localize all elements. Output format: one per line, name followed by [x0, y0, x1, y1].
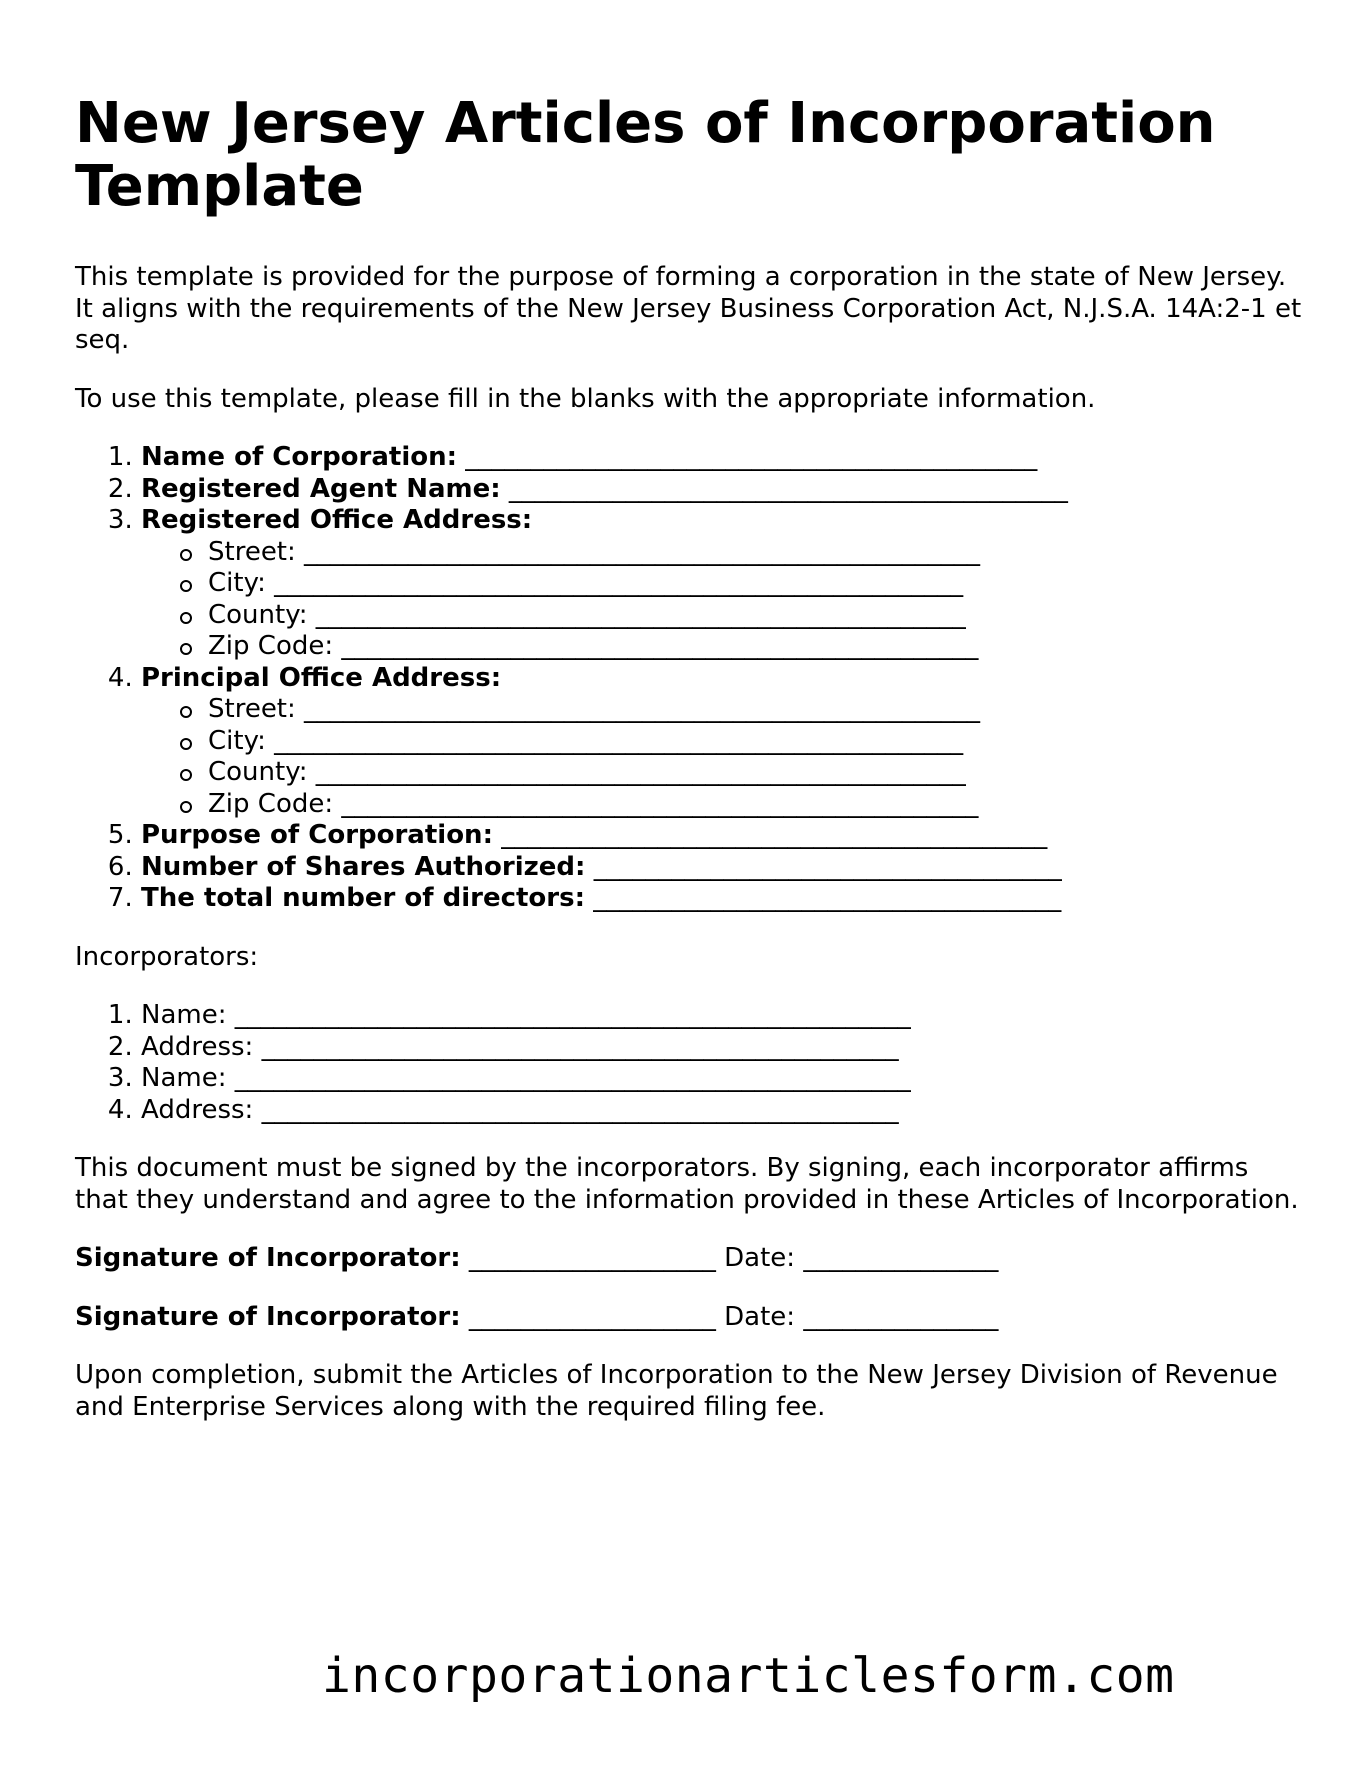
principal-city-blank[interactable]: _____________________________________________________ — [274, 725, 964, 756]
incorporator-label: Name: — [141, 1000, 227, 1030]
registered-street-blank[interactable]: ____________________________________________________ — [304, 536, 981, 567]
sub-label: Zip Code: — [208, 631, 334, 661]
registered-county-blank[interactable]: __________________________________________________ — [315, 599, 966, 630]
directors-blank[interactable]: ____________________________________ — [593, 883, 1062, 913]
sub-label: Street: — [208, 536, 296, 567]
principal-office-street — [208, 694, 1305, 726]
principal-county-blank[interactable]: __________________________________________________ — [315, 757, 966, 787]
submission-note: Upon completion, submit the Articles of Incorporation to the New Jersey Division of Revenue and Enterprise Services along with the required filing fee. — [75, 1360, 1278, 1422]
field-registered-agent-name — [141, 474, 1305, 506]
date-blank[interactable]: _______________ — [803, 1301, 999, 1332]
field-label: Purpose of Corporation: — [141, 820, 493, 850]
principal-office-zip — [208, 789, 1305, 821]
field-purpose — [141, 820, 1305, 852]
date-label: Date: — [724, 1243, 796, 1273]
incorporator-blank[interactable]: ____________________________________________________ — [234, 1000, 911, 1030]
registered-office-zip — [208, 631, 1305, 663]
registered-city-blank[interactable]: _____________________________________________________ — [274, 568, 964, 598]
sub-label: Zip Code: — [208, 788, 334, 819]
incorporators-heading: Incorporators: — [75, 941, 259, 972]
instruction-paragraph: To use this template, please fill in the blanks with the appropriate information. — [75, 383, 1096, 414]
signature-line — [75, 1302, 1305, 1334]
field-shares — [141, 852, 1305, 884]
field-name-of-corporation — [141, 442, 1305, 474]
incorporator-item — [141, 1032, 1305, 1064]
date-blank[interactable]: _______________ — [803, 1243, 999, 1273]
incorporator-item — [141, 1000, 1305, 1032]
site-watermark: incorporationarticlesform.com — [322, 1648, 1175, 1704]
field-principal-office-address — [141, 663, 1305, 821]
sub-label: City: — [208, 725, 266, 756]
principal-office-sublist — [141, 694, 1305, 820]
signature-line — [75, 1243, 1305, 1275]
page-title: New Jersey Articles of Incorporation Template — [75, 91, 1216, 219]
registered-office-county — [208, 600, 1305, 632]
incorporator-blank[interactable]: _________________________________________________ — [261, 1031, 899, 1062]
purpose-blank[interactable]: __________________________________________ — [501, 820, 1048, 850]
sub-label: County: — [208, 599, 308, 630]
sub-label: County: — [208, 757, 308, 787]
signature-blank[interactable]: ___________________ — [468, 1301, 716, 1332]
incorporator-item — [141, 1063, 1305, 1095]
document-page — [75, 92, 1305, 1423]
principal-zip-blank[interactable]: _________________________________________________ — [341, 788, 979, 819]
field-label: Registered Agent Name: — [141, 473, 501, 504]
signature-blank[interactable]: ___________________ — [468, 1243, 716, 1273]
incorporator-label: Address: — [141, 1031, 254, 1062]
sub-label: City: — [208, 568, 266, 598]
field-label: Registered Office Address: — [141, 505, 533, 535]
incorporator-blank[interactable]: ____________________________________________________ — [234, 1063, 911, 1093]
date-label: Date: — [724, 1301, 796, 1332]
signing-note: This document must be signed by the incorporators. By signing, each incorporator affirms that they understand and agree to the information provided in these Articles of Incorporation. — [75, 1153, 1299, 1215]
registered-office-street — [208, 537, 1305, 569]
incorporator-label: Name: — [141, 1063, 227, 1093]
field-label: Principal Office Address: — [141, 662, 502, 693]
incorporators-list — [75, 1000, 1305, 1126]
signature-label: Signature of Incorporator: — [75, 1243, 461, 1273]
registered-agent-name-blank[interactable]: ___________________________________________ — [508, 473, 1068, 504]
incorporator-item — [141, 1095, 1305, 1127]
sub-label: Street: — [208, 694, 296, 724]
registered-office-city — [208, 568, 1305, 600]
field-directors — [141, 883, 1305, 915]
shares-blank[interactable]: ____________________________________ — [593, 851, 1062, 882]
incorporator-blank[interactable]: _________________________________________________ — [261, 1094, 899, 1125]
field-label: The total number of directors: — [141, 883, 585, 913]
principal-street-blank[interactable]: ____________________________________________________ — [304, 694, 981, 724]
principal-office-county — [208, 757, 1305, 789]
signature-label: Signature of Incorporator: — [75, 1301, 461, 1332]
field-registered-office-address — [141, 505, 1305, 663]
field-label: Number of Shares Authorized: — [141, 851, 586, 882]
principal-office-city — [208, 726, 1305, 758]
fields-list — [75, 442, 1305, 915]
registered-zip-blank[interactable]: _________________________________________________ — [341, 631, 979, 661]
field-label: Name of Corporation: — [141, 442, 458, 472]
incorporator-label: Address: — [141, 1094, 254, 1125]
registered-office-sublist — [141, 537, 1305, 663]
intro-paragraph: This template is provided for the purpose of forming a corporation in the state of New Jersey. It aligns with the requirements of the New Jersey Business Corporation Act, N.J.S.A. 14A:2-1 et seq. — [75, 262, 1302, 355]
name-of-corporation-blank[interactable]: ____________________________________________ — [465, 442, 1038, 472]
